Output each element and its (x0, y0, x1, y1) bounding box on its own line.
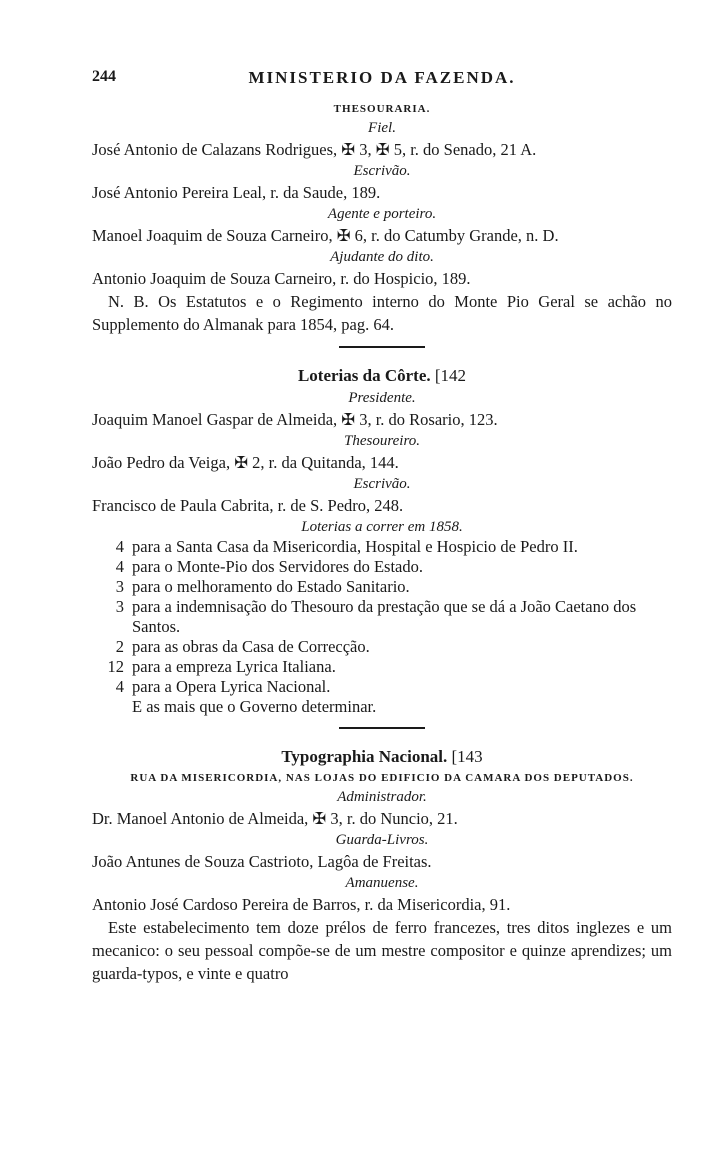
typographia-ref: [143 (451, 747, 483, 766)
list-item: 4 para a Santa Casa da Misericordia, Hospital e Hospicio de Pedro II. (115, 537, 578, 556)
typographia-title: Typographia Nacional. (281, 747, 448, 766)
role-guarda-livros: Guarda-Livros. (335, 832, 429, 848)
entry-amanuense: Antonio José Cardoso Pereira de Barros, r. da Misericordia, 91. (92, 895, 511, 914)
role-tesoureiro: Thesoureiro. (344, 433, 420, 449)
role-amanuense: Amanuense. (345, 875, 419, 891)
list-item: 4 para a Opera Lyrica Nacional. (115, 677, 331, 696)
list-item: 4 para o Monte-Pio dos Servidores do Estado. (115, 557, 423, 576)
entry-ajudante: Antonio Joaquim de Souza Carneiro, r. do Hospicio, 189. (92, 269, 471, 288)
list-item: 3 para o melhoramento do Estado Sanitario. (115, 577, 410, 596)
role-fiel: Fiel. (368, 120, 396, 136)
section-title-typographia (92, 745, 672, 769)
entry-guarda-livros: João Antunes de Souza Castrioto, Lagôa de Freitas. (92, 852, 432, 871)
list-item: 12 para a empreza Lyrica Italiana. (107, 657, 336, 676)
nota-bene: N. B. Os Estatutos e o Regimento interno do Monte Pio Geral se achão no Supplemento do Almanak para 1854, pag. 64. (92, 292, 672, 334)
page-number: 244 (92, 68, 116, 85)
loterias-title: Loterias da Côrte. (297, 366, 431, 385)
list-item: 2 para as obras da Casa de Correcção. (115, 637, 370, 656)
typographia-paragraph: Este estabelecimento tem doze prélos de ferro francezes, tres ditos inglezes e um mecanico: o seu pessoal compõe-se de um mestre compositor e quinze aprendizes; um guarda-typos, e vinte e quatro (92, 918, 672, 983)
section-divider (339, 727, 425, 729)
section-heading-tesouraria: THESOURARIA. (333, 103, 431, 115)
role-escrivao: Escrivão. (353, 163, 411, 179)
loterias-list (92, 537, 672, 717)
role-presidente: Presidente. (348, 390, 416, 406)
section-divider (339, 346, 425, 348)
entry-escrivao: José Antonio Pereira Leal, r. da Saude, 189. (92, 183, 381, 202)
entry-administrador: Dr. Manoel Antonio de Almeida, ✠ 3, r. do Nuncio, 21. (92, 809, 458, 828)
role-ajudante: Ajudante do dito. (330, 249, 434, 265)
entry-fiel: José Antonio de Calazans Rodrigues, ✠ 3, ✠ 5, r. do Senado, 21 A. (92, 140, 537, 159)
entry-agente: Manoel Joaquim de Souza Carneiro, ✠ 6, r. do Catumby Grande, n. D. (92, 226, 559, 245)
role-escrivao-loterias: Escrivão. (353, 476, 411, 492)
page-content (92, 100, 672, 985)
list-item: E as mais que o Governo determinar. (132, 697, 377, 716)
page-header (92, 68, 672, 92)
entry-presidente: Joaquim Manoel Gaspar de Almeida, ✠ 3, r. do Rosario, 123. (92, 410, 498, 429)
typographia-address: RUA DA MISERICORDIA, NAS LOJAS DO EDIFICIO DA CAMARA DOS DEPUTADOS. (130, 772, 634, 784)
role-agente: Agente e porteiro. (327, 206, 437, 222)
entry-escrivao-loterias: Francisco de Paula Cabrita, r. de S. Pedro, 248. (92, 496, 404, 515)
role-administrador: Administrador. (337, 789, 427, 805)
section-title-loterias (92, 364, 672, 388)
entry-tesoureiro: João Pedro da Veiga, ✠ 2, r. da Quitanda, 144. (92, 453, 399, 472)
role-loterias-correr: Loterias a correr em 1858. (301, 519, 463, 535)
loterias-ref: [142 (434, 366, 467, 385)
list-item: 3 para a indemnisação do Thesouro da prestação que se dá a João Caetano dos Santos. (115, 597, 637, 636)
running-title: MINISTERIO DA FAZENDA. (248, 68, 516, 87)
